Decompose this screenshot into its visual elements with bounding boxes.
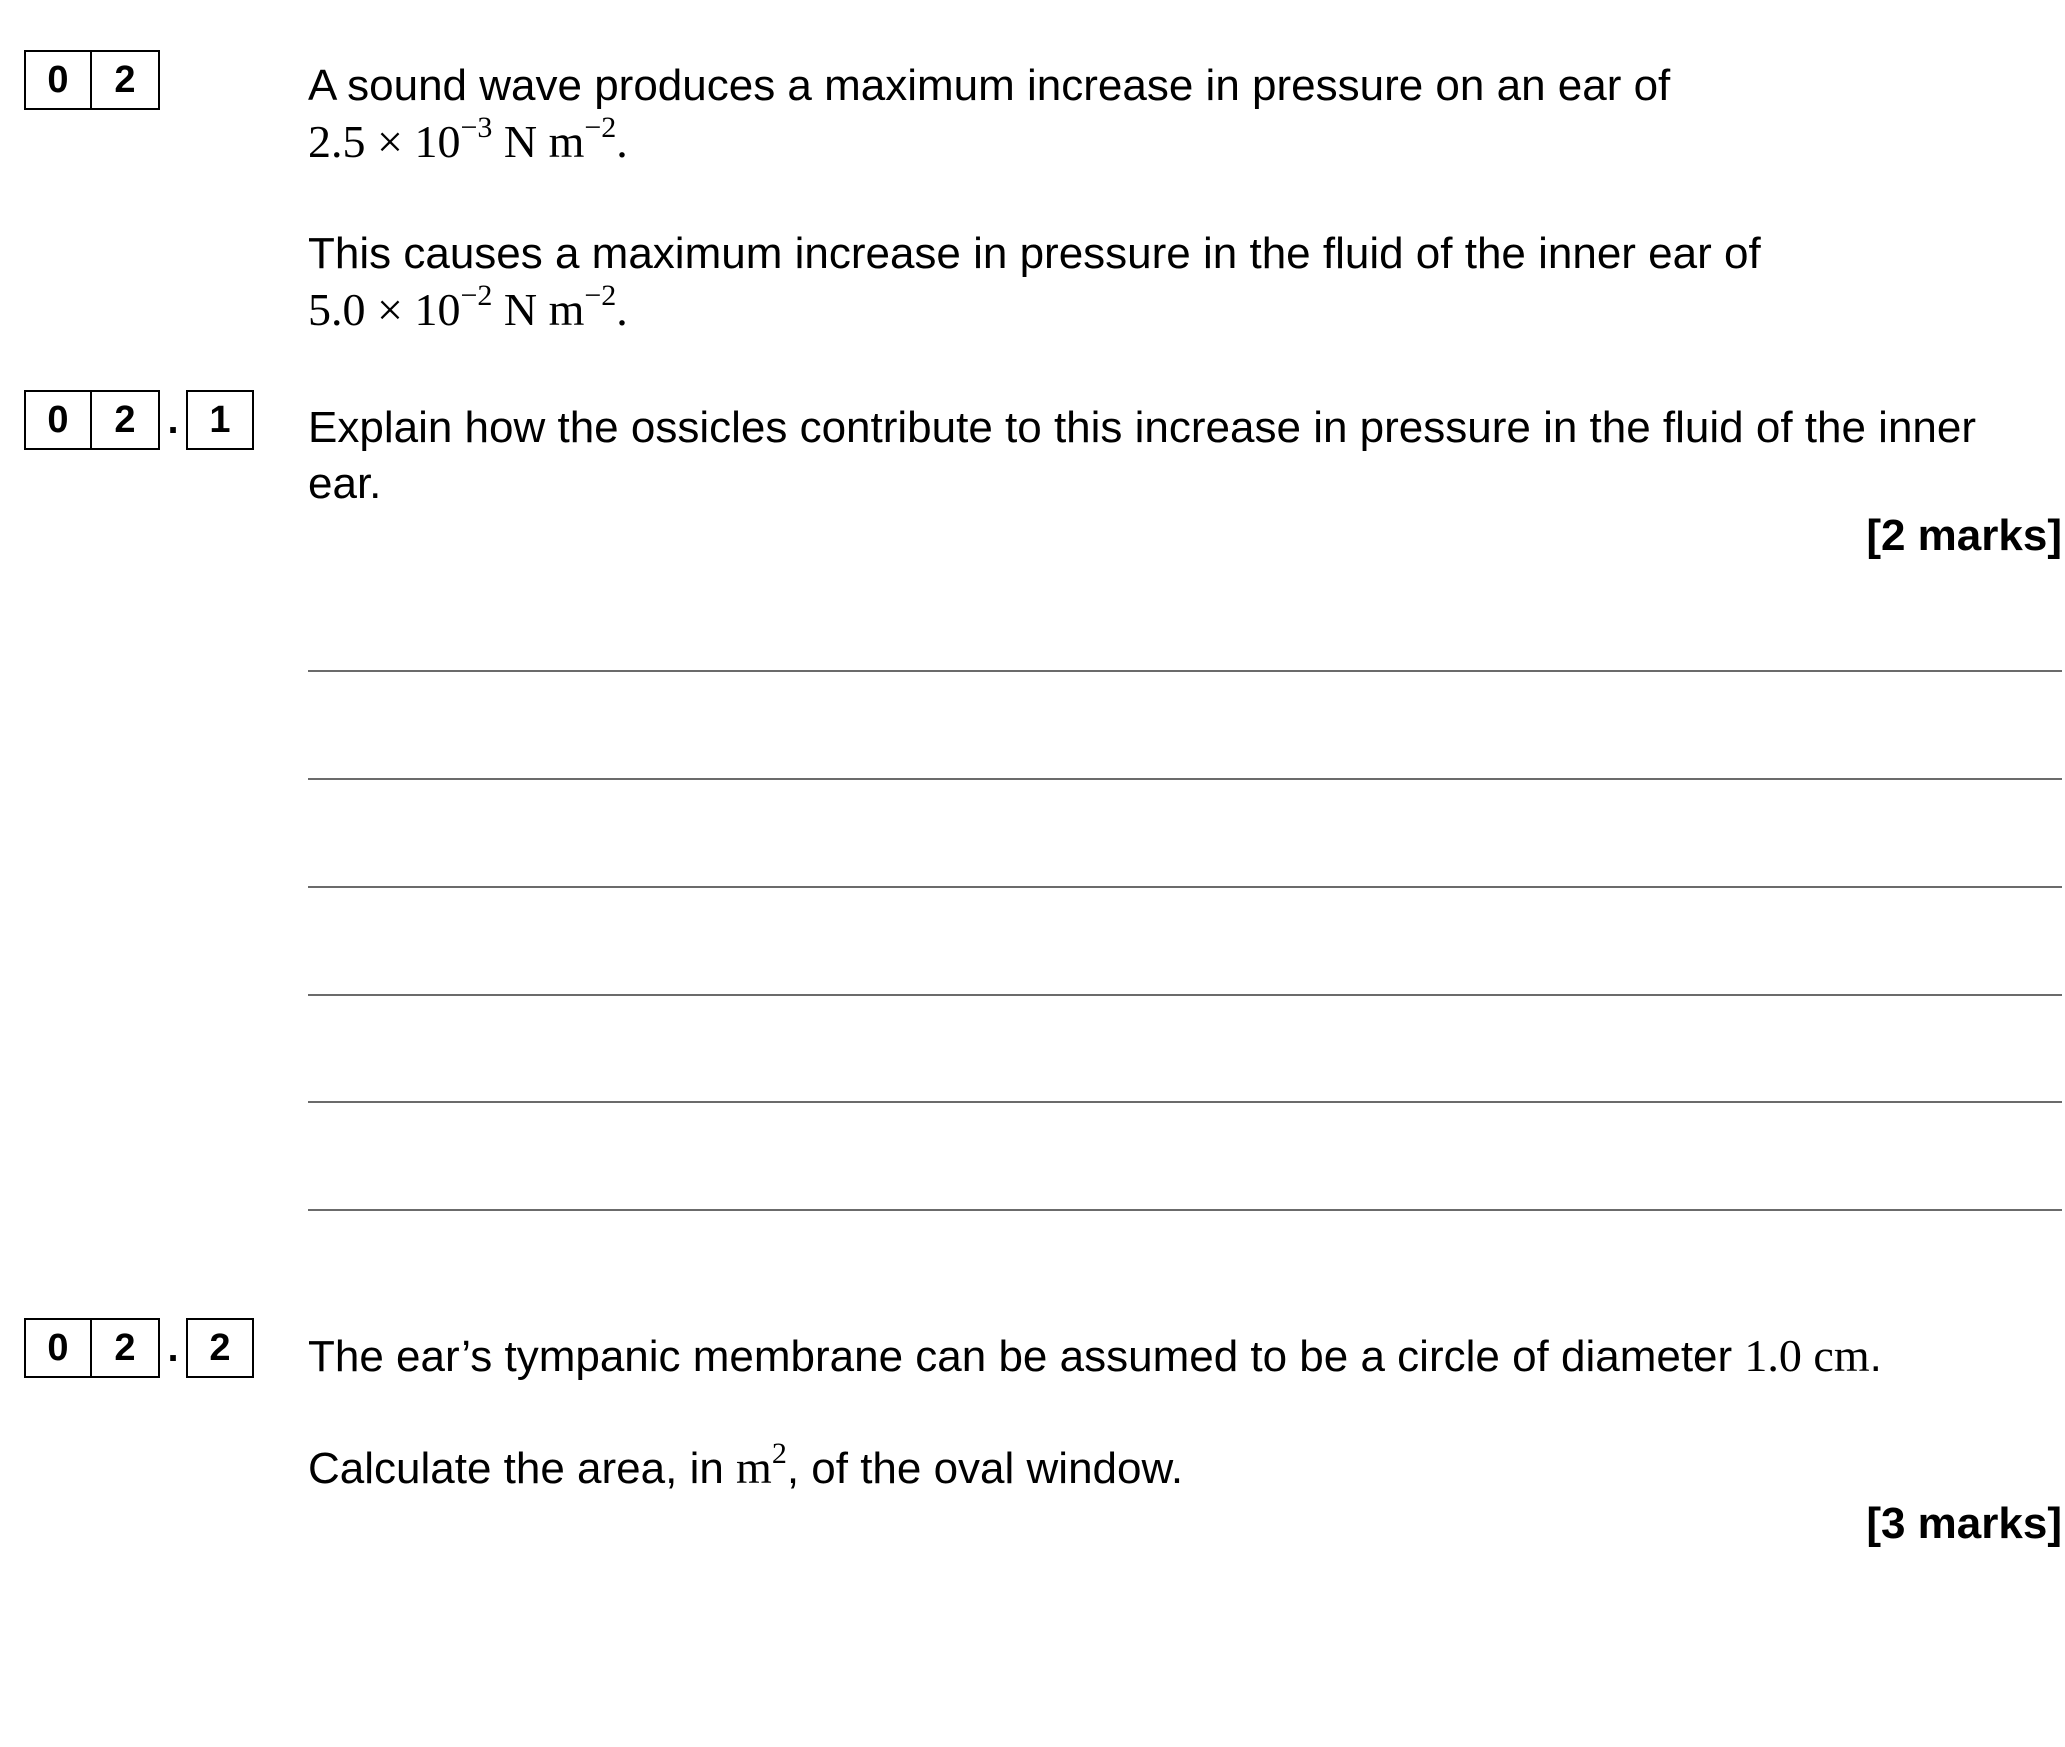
intro-2-text: This causes a maximum increase in pressure in the fluid of the inner ear of [308,229,1761,278]
area-unit: $m^2$ [736,1437,787,1493]
part-2-digit: 2 [92,1318,160,1378]
part-1-number-box [24,390,254,450]
part-1-text: Explain how the ossicles contribute to this increase in pressure in the fluid of the inner ear. [308,403,1977,508]
answer-line[interactable] [308,1209,2062,1211]
part-2-dot: . [167,1326,179,1370]
part-1-sub: 1 [186,390,254,450]
question-digit: 2 [92,50,160,110]
diameter-value: 1.0 cm [1744,1330,1870,1381]
part-2-text: The ear’s tympanic membrane can be assumed to be a circle of diameter 1.0 cm. [308,1330,1882,1381]
answer-line[interactable] [308,994,2062,996]
question-digit: 0 [24,50,92,110]
part-2-sub: 2 [186,1318,254,1378]
part-2-marks: [3 marks] [1866,1499,2062,1548]
answer-line[interactable] [308,886,2062,888]
question-intro-1 [308,58,2035,171]
intro-1-text: A sound wave produces a maximum increase in pressure on an ear of [308,61,1671,110]
part-2-calc: Calculate the area, in $m^2$, of the oval window. [308,1437,1184,1493]
intro-2-value: $5.0 \times 10^{-2}$ N $m^{-2}$. [308,279,628,335]
answer-line[interactable] [308,778,2062,780]
answer-line[interactable] [308,1101,2062,1103]
part-1-digit: 0 [24,390,92,450]
question-number-box [24,50,160,110]
part-1-digit: 2 [92,390,160,450]
part-1-marks: [2 marks] [1866,511,2062,560]
question-intro-2 [308,226,2035,339]
intro-1-value: $2.5 \times 10^{-3}$ N $m^{-2}$. [308,111,628,167]
answer-line[interactable] [308,670,2062,672]
part-1-dot: . [167,398,179,442]
part-2-digit: 0 [24,1318,92,1378]
part-2-number-box [24,1318,254,1378]
